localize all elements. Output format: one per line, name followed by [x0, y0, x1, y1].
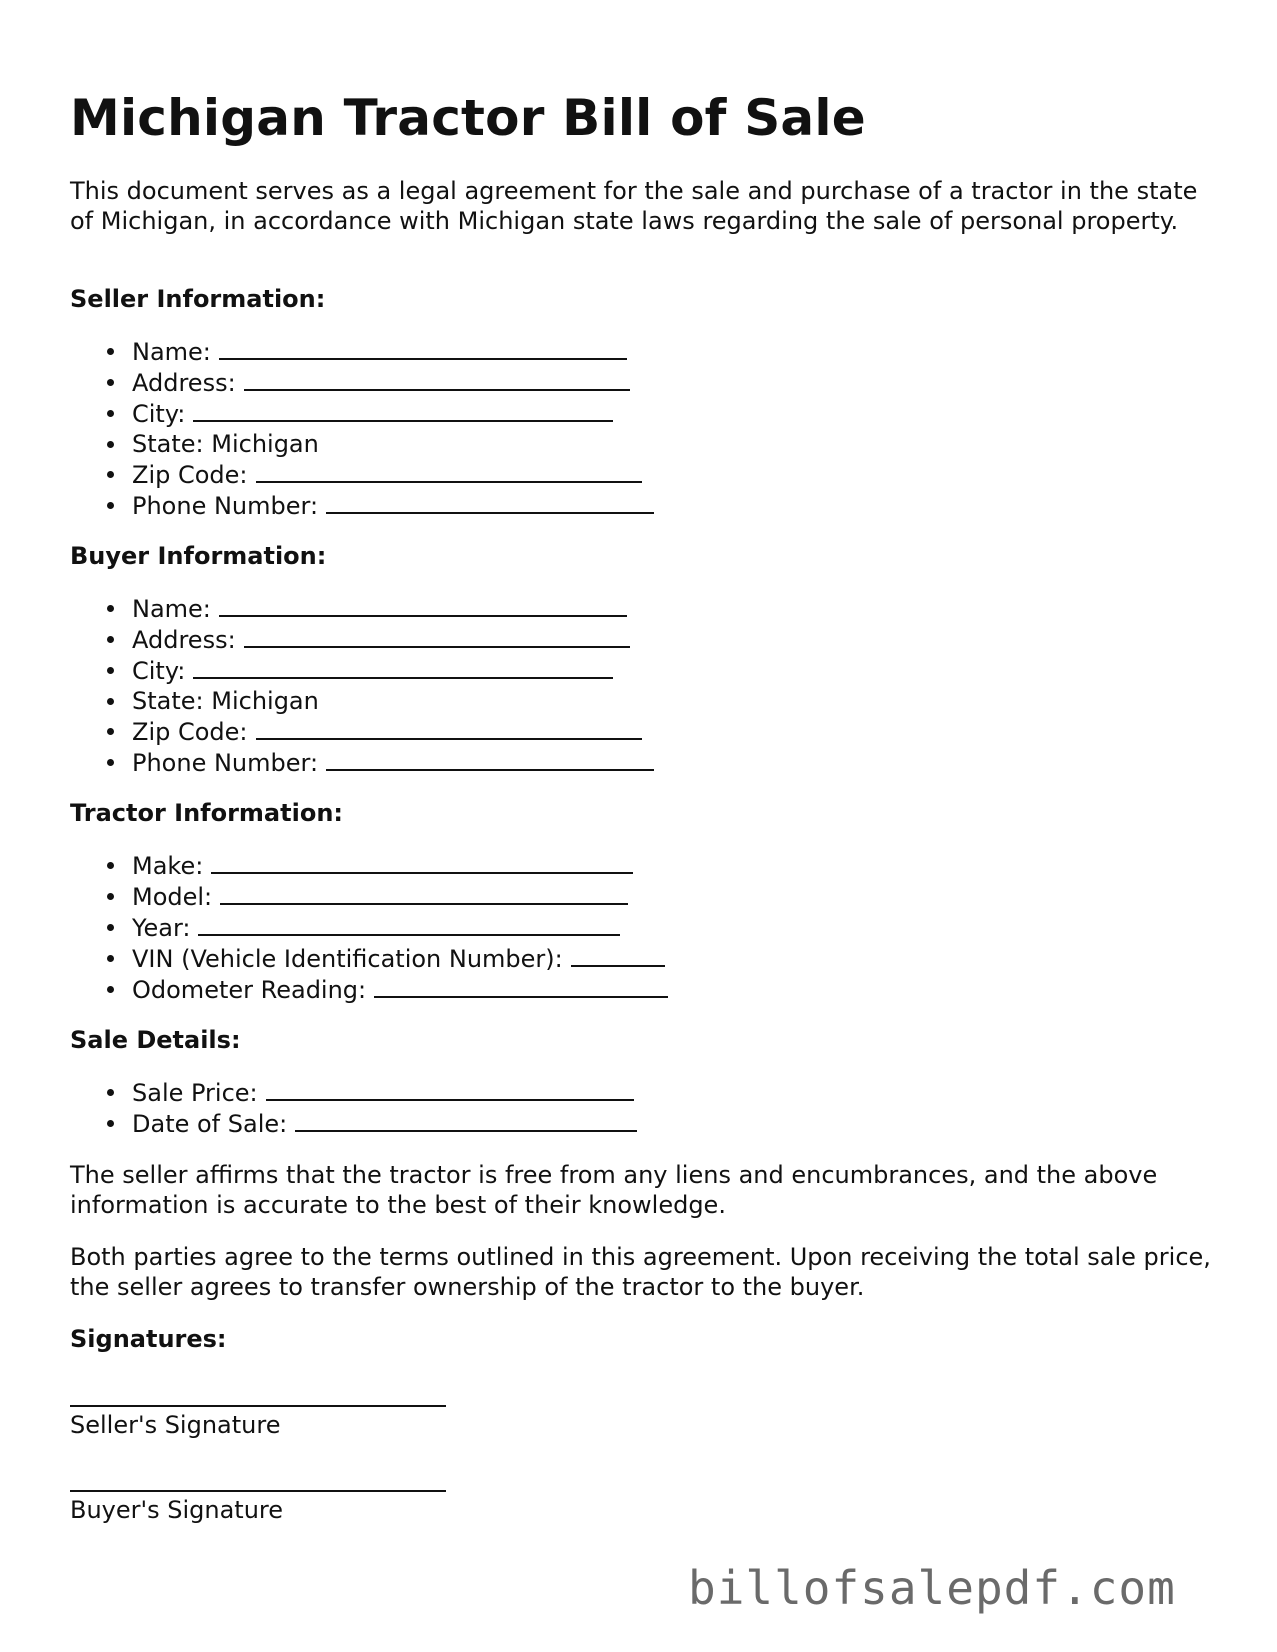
field-label: Sale Price: — [132, 1079, 258, 1107]
seller-name-field — [132, 336, 654, 367]
field-label: State: Michigan — [132, 430, 319, 458]
field-label: City: — [132, 400, 186, 428]
seller-state-field — [132, 429, 654, 459]
buyer-city-blank[interactable] — [193, 655, 613, 679]
signatures-heading: Signatures: — [70, 1325, 227, 1353]
seller-phone-field — [132, 490, 654, 521]
tractor-make-field — [132, 850, 668, 881]
field-label: Name: — [132, 595, 211, 623]
buyer-address-field — [132, 624, 654, 655]
agreement-paragraph: Both parties agree to the terms outlined in this agreement. Upon receiving the total sale price, the seller agrees to transfer ownership of the tractor to the buyer. — [70, 1243, 1211, 1301]
seller-heading: Seller Information: — [70, 285, 326, 313]
tractor-vin-field — [132, 943, 668, 974]
field-label: Address: — [132, 369, 236, 397]
sale-price-blank[interactable] — [266, 1077, 634, 1101]
buyer-fields — [70, 593, 654, 778]
sale-price-field — [132, 1077, 637, 1108]
tractor-model-field — [132, 881, 668, 912]
seller-fields — [70, 336, 654, 521]
buyer-heading: Buyer Information: — [70, 542, 327, 570]
buyer-phone-blank[interactable] — [326, 747, 654, 771]
seller-city-blank[interactable] — [193, 398, 613, 422]
field-label: City: — [132, 657, 186, 685]
buyer-name-blank[interactable] — [219, 593, 627, 617]
sale-heading: Sale Details: — [70, 1026, 241, 1054]
sale-date-blank[interactable] — [295, 1108, 637, 1132]
affirmation-paragraph: The seller affirms that the tractor is free from any liens and encumbrances, and the above information is accurate to the best of their knowledge. — [70, 1161, 1158, 1219]
seller-signature-line[interactable] — [70, 1405, 446, 1407]
field-label: Make: — [132, 852, 204, 880]
tractor-odometer-blank[interactable] — [374, 974, 668, 998]
field-label: Name: — [132, 338, 211, 366]
buyer-city-field — [132, 655, 654, 686]
seller-address-blank[interactable] — [244, 367, 630, 391]
buyer-zip-field — [132, 716, 654, 747]
seller-phone-blank[interactable] — [326, 490, 654, 514]
buyer-state-field — [132, 686, 654, 716]
buyer-signature-line[interactable] — [70, 1490, 446, 1492]
field-label: State: Michigan — [132, 687, 319, 715]
field-label: Odometer Reading: — [132, 976, 367, 1004]
sale-fields — [70, 1077, 637, 1139]
field-label: VIN (Vehicle Identification Number): — [132, 945, 563, 973]
seller-city-field — [132, 398, 654, 429]
field-label: Model: — [132, 883, 213, 911]
buyer-name-field — [132, 593, 654, 624]
field-label: Zip Code: — [132, 461, 248, 489]
buyer-address-blank[interactable] — [244, 624, 630, 648]
tractor-heading: Tractor Information: — [70, 799, 343, 827]
tractor-make-blank[interactable] — [211, 850, 633, 874]
field-label: Phone Number: — [132, 492, 319, 520]
tractor-odometer-field — [132, 974, 668, 1005]
buyer-zip-blank[interactable] — [256, 716, 642, 740]
field-label: Phone Number: — [132, 749, 319, 777]
document-title: Michigan Tractor Bill of Sale — [70, 89, 866, 147]
watermark-text: billofsalepdf.com — [688, 1561, 1176, 1615]
field-label: Zip Code: — [132, 718, 248, 746]
tractor-vin-blank[interactable] — [571, 943, 665, 967]
intro-paragraph: This document serves as a legal agreement for the sale and purchase of a tractor in the state of Michigan, in accordance with Michigan state laws regarding the sale of personal property. — [70, 177, 1198, 235]
field-label: Date of Sale: — [132, 1110, 288, 1138]
tractor-fields — [70, 850, 668, 1005]
field-label: Year: — [132, 914, 191, 942]
seller-address-field — [132, 367, 654, 398]
tractor-year-field — [132, 912, 668, 943]
tractor-year-blank[interactable] — [198, 912, 620, 936]
buyer-signature-label: Buyer's Signature — [70, 1496, 284, 1524]
seller-zip-field — [132, 459, 654, 490]
buyer-phone-field — [132, 747, 654, 778]
field-label: Address: — [132, 626, 236, 654]
seller-zip-blank[interactable] — [256, 459, 642, 483]
seller-name-blank[interactable] — [219, 336, 627, 360]
sale-date-field — [132, 1108, 637, 1139]
tractor-model-blank[interactable] — [220, 881, 628, 905]
seller-signature-label: Seller's Signature — [70, 1411, 281, 1439]
